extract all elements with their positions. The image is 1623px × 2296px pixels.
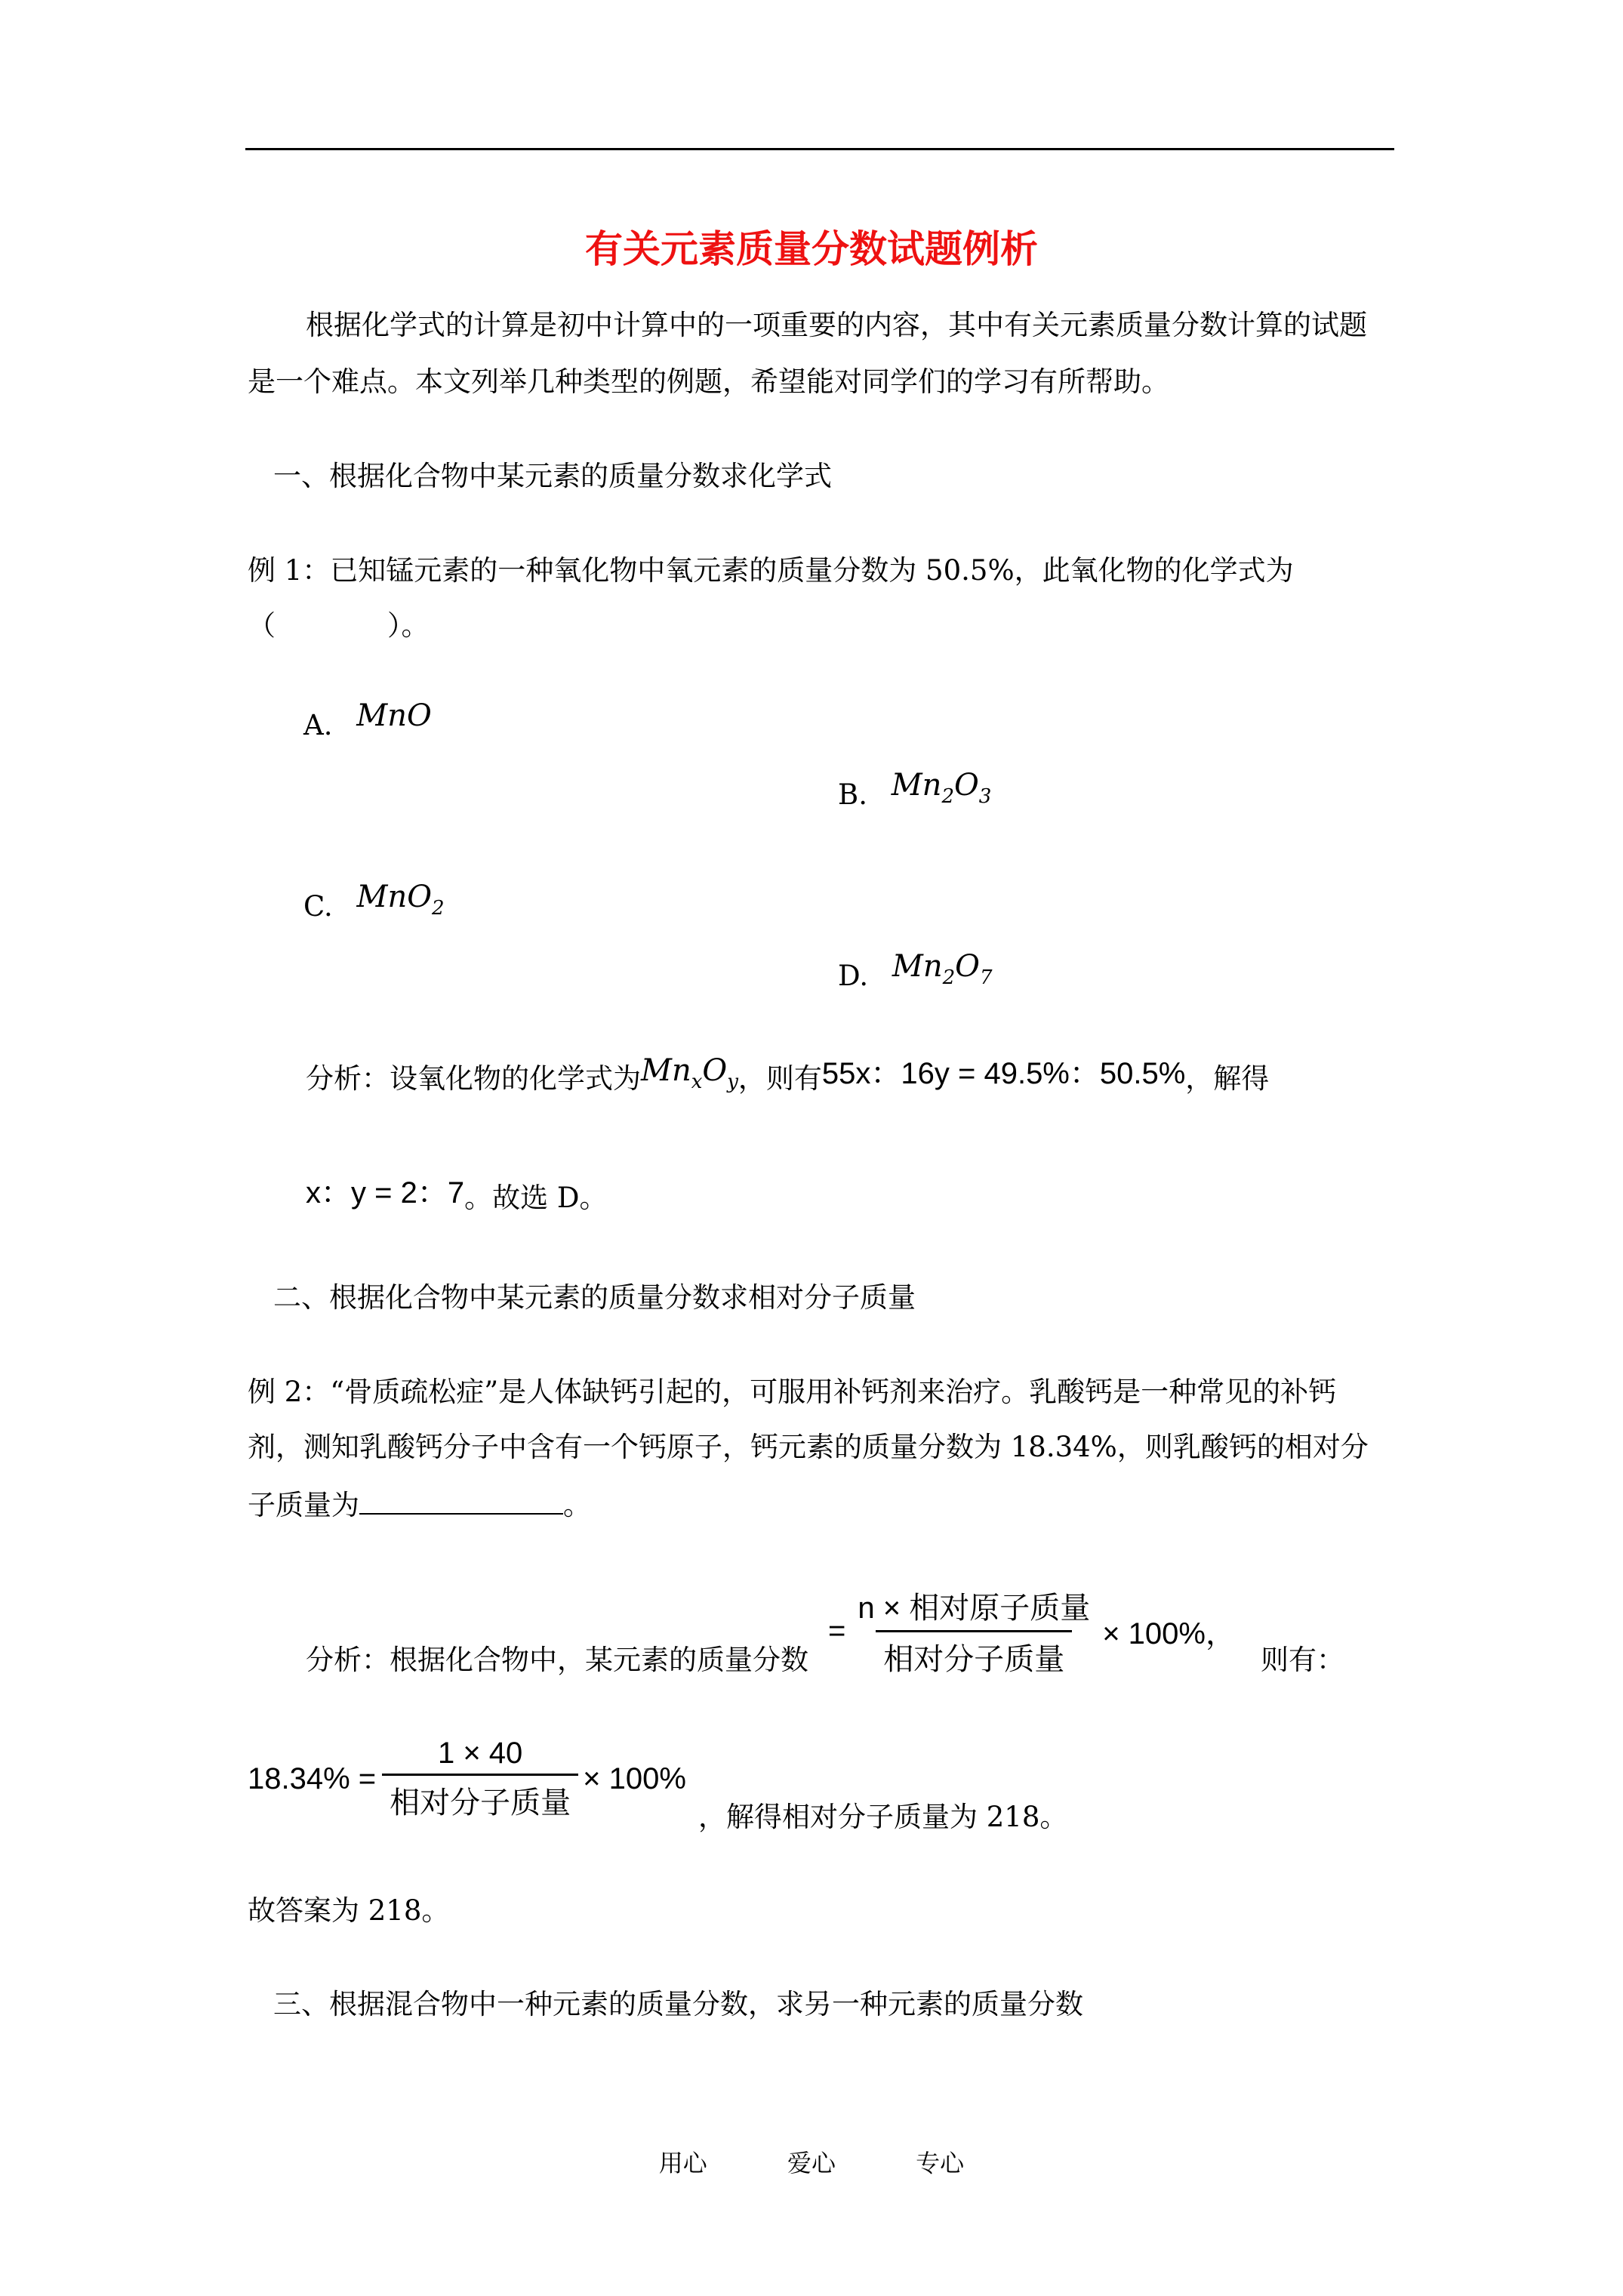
intro-line-1: 根据化学式的计算是初中计算中的一项重要的内容，其中有关元素质量分数计算的试题 <box>306 309 1367 341</box>
option-c-formula: MnO$_2$ <box>356 880 445 920</box>
section-1-heading: 一、根据化合物中某元素的质量分数求化学式 <box>273 460 832 492</box>
oxide-formula: $Mn_xO_y$ <box>641 1053 738 1093</box>
header-rule <box>245 148 1394 150</box>
option-b-formula: $Mn_2O_3$ <box>891 768 992 808</box>
example-2-line-2: 剂，测知乳酸钙分子中含有一个钙原子，钙元素的质量分数为 18.34%，则乳酸钙的相对分 <box>248 1431 1369 1463</box>
footer-word-1: 用心 <box>658 2149 707 2177</box>
analysis-1-line-1 <box>306 1053 1270 1099</box>
page-footer <box>0 2144 1623 2179</box>
analysis-1-line-2 <box>306 1176 608 1214</box>
ratio-result: x：y = 2：7 <box>306 1176 465 1210</box>
calc-numerator: 1 × 40 <box>437 1737 523 1770</box>
answer-blank <box>359 1487 563 1515</box>
ratio-equation: 55x：16y = 49.5%：50.5% <box>821 1057 1186 1090</box>
option-a-formula: MnO <box>356 698 432 733</box>
option-a-label: A. <box>303 709 333 741</box>
calc-fraction <box>382 1737 578 1822</box>
calc-tail: × 100% <box>583 1762 686 1795</box>
analysis-2-suffix: 则有： <box>1261 1644 1344 1676</box>
page-title: 有关元素质量分数试题例析 <box>585 227 1038 271</box>
option-c-label: C. <box>303 890 333 923</box>
analysis-1-suffix: ，解得 <box>1185 1062 1270 1095</box>
intro-line-2: 是一个难点。本文列举几种类型的例题，希望能对同学们的学习有所帮助。 <box>248 365 1169 398</box>
section-2-heading: 二、根据化合物中某元素的质量分数求相对分子质量 <box>273 1281 916 1314</box>
formula-equals: = <box>828 1614 846 1647</box>
calc-formula <box>248 1737 686 1822</box>
example-2-line-3: 子质量为 。 <box>248 1489 591 1521</box>
option-d-label: D. <box>838 960 869 992</box>
calc-result: ，解得相对分子质量为 218。 <box>698 1801 1068 1833</box>
section-3-heading: 三、根据混合物中一种元素的质量分数，求另一种元素的质量分数 <box>273 1988 1083 2020</box>
analysis-1-prefix: 分析：设氧化物的化学式为 <box>306 1062 641 1095</box>
analysis-1-mid: ，则有 <box>738 1062 822 1095</box>
footer-word-2: 爱心 <box>787 2149 836 2177</box>
example-1-line-1: 例 1：已知锰元素的一种氧化物中氧元素的质量分数为 50.5%，此氧化物的化学式为 <box>248 554 1294 587</box>
option-d <box>838 949 993 997</box>
mass-fraction-formula <box>828 1584 1236 1678</box>
calc-left: 18.34% = <box>248 1762 377 1795</box>
formula-numerator: n × 相对原子质量 <box>858 1592 1091 1625</box>
formula-fraction <box>850 1584 1098 1678</box>
calc-denominator: 相对分子质量 <box>382 1774 578 1822</box>
footer-word-3: 专心 <box>916 2149 965 2177</box>
formula-denominator: 相对分子质量 <box>876 1630 1072 1678</box>
option-a <box>303 698 432 741</box>
option-c <box>303 880 445 927</box>
formula-tail: × 100%， <box>1102 1617 1236 1650</box>
analysis-1-conclusion: 。故选 D。 <box>464 1182 608 1214</box>
option-b-label: B. <box>838 778 867 811</box>
option-d-formula: $Mn_2O_7$ <box>892 949 993 989</box>
example-2-line-1: 例 2：“骨质疏松症”是人体缺钙引起的，可服用补钙剂来治疗。乳酸钙是一种常见的补钙 <box>248 1376 1337 1408</box>
analysis-2-prefix: 分析：根据化合物中，某元素的质量分数 <box>306 1644 808 1676</box>
answer-line: 故答案为 218。 <box>248 1894 450 1927</box>
example-1-line-2: （ ）。 <box>248 609 430 642</box>
option-b <box>838 768 992 815</box>
